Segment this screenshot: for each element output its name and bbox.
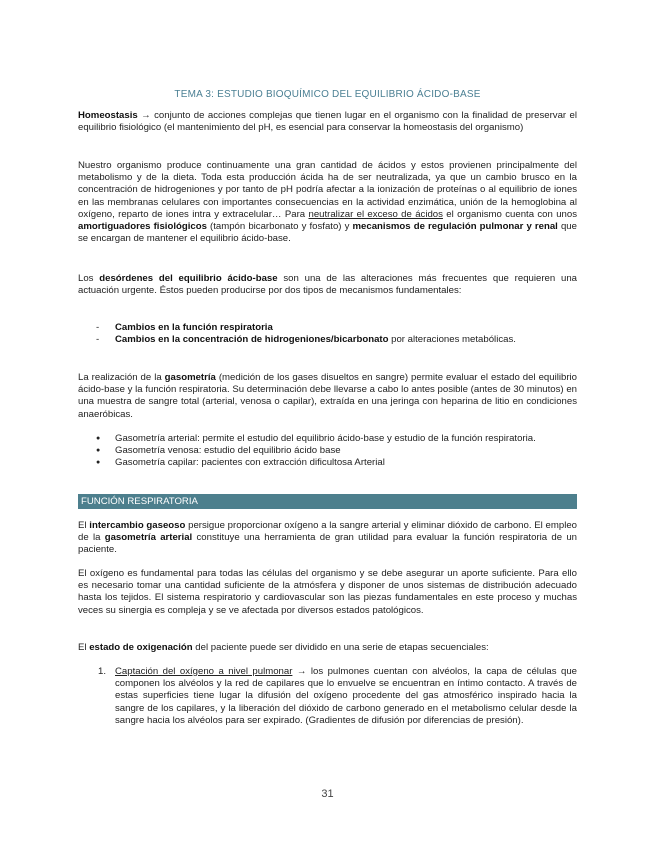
section-header: FUNCIÓN RESPIRATORIA — [78, 494, 577, 509]
paragraph-oxygen: El oxígeno es fundamental para todas las células del organismo y se debe asegurar un aporte suficiente. Para ello es necesario tomar una cantidad suficiente de la atmósfera y disponer de unos sistemas de distribución adecuado hasta los tejidos. El sistema respiratorio y cardiovascular son las piezas fundamentales en este proceso y muchas veces su sinergia es compleja y se ve afectada por diversos estados patológicos. — [78, 568, 577, 616]
paragraph-acid-production: Nuestro organismo produce continuamente una gran cantidad de ácidos y estos provienen principalmente del metabolismo y de la dieta. Toda esta producción ácida ha de ser neutralizada, ya que un cambio brusco en la concentración de hidrogeniones y por tanto de pH podría afectar a la ionización de proteínas o al equilibrio de iones en las membranas celulares con importantes consecuencias en la actividad enzimática, unión de la hemoglobina al oxígeno, reparto de iones intra y extracelular… Para neutralizar el exceso de ácidos el organismo cuenta con unos amortiguadores fisiológicos (tampón bicarbonato y fosfato) y mecanismos de regulación pulmonar y renal que se encargan de mantener el equilibrio ácido-base. — [78, 160, 577, 245]
term-homeostasis: Homeostasis — [78, 110, 138, 121]
paragraph-oxygenation-state: El estado de oxigenación del paciente puede ser dividido en una serie de etapas secuenciales: — [78, 642, 489, 653]
paragraph-disorders: Los desórdenes del equilibrio ácido-base son una de las alteraciones más frecuentes que requieren una actuación urgente. Éstos pueden producirse por dos tipos de mecanismos fundamentales: — [78, 273, 577, 297]
list-item: - Cambios en la concentración de hidrogeniones/bicarbonato por alteraciones metabólicas. — [78, 334, 577, 346]
list-mechanisms — [78, 322, 577, 346]
list-item: - Cambios en la función respiratoria — [78, 322, 577, 334]
list-item: 1. Captación del oxígeno a nivel pulmonar → los pulmones cuentan con alvéolos, la capa de células que componen los alvéolos y la red de capilares que lo envuelve se encuentran en íntimo contacto. A través de estas superficies tiene lugar la difusión del oxígeno procedente del gas atmosférico inspirado hacia la sangre de los capilares, y la liberación del dióxido de carbono generado en el metabolismo celular desde la sangre hacia los alvéolos para ser expirado. (Gradientes de difusión por diferencias de presión). — [98, 666, 577, 726]
page-title: TEMA 3: ESTUDIO BIOQUÍMICO DEL EQUILIBRIO ÁCIDO-BASE — [174, 89, 481, 100]
list-item: ● Gasometría capilar: pacientes con extracción dificultosa Arterial — [78, 457, 577, 469]
list-item: ● Gasometría venosa: estudio del equilibrio ácido base — [78, 445, 577, 457]
paragraph-homeostasis: Homeostasis → conjunto de acciones complejas que tienen lugar en el organismo con la finalidad de preservar el equilibrio fisiológico (el mantenimiento del pH, es esencial para conservar la homeostasis del organismo) — [78, 110, 577, 134]
paragraph-gas-exchange: El intercambio gaseoso persigue proporcionar oxígeno a la sangre arterial y eliminar dióxido de carbono. El empleo de la gasometría arterial constituye una herramienta de gran utilidad para evaluar la función respiratoria de un paciente. — [78, 520, 577, 556]
underlined-neutralize: neutralizar el exceso de ácidos — [308, 208, 443, 220]
paragraph-gasometry: La realización de la gasometría (medición de los gases disueltos en sangre) permite evaluar el estado del equilibrio ácido-base y la función respiratoria. Su determinación debe llevarse a cabo lo antes posible (antes de 30 minutos) en una muestra de sangre total (arterial, venosa o capilar), extraída en una jeringa con heparina de litio en condiciones anaeróbicas. — [78, 372, 577, 420]
list-oxygenation-stages — [78, 666, 577, 727]
list-item: ● Gasometría arterial: permite el estudio del equilibrio ácido-base y estudio de la función respiratoria. — [78, 433, 577, 445]
page-number: 31 — [321, 788, 334, 800]
list-gasometry-types — [78, 433, 577, 470]
